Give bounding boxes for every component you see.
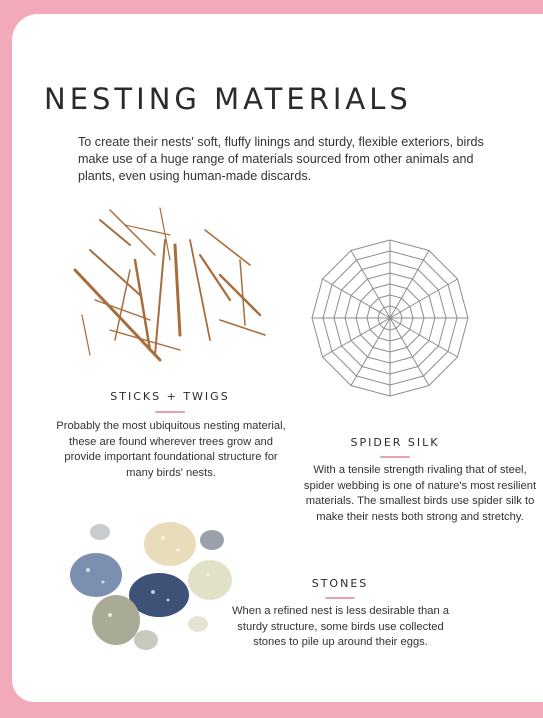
- sticks-heading: STICKS + TWIGS: [110, 390, 230, 403]
- stones-divider: [325, 597, 355, 599]
- sticks-twigs-illustration: [70, 200, 270, 370]
- stones-description: When a refined nest is less desirable than a sturdy structure, some birds use collected stones to pile up around their eggs.: [231, 605, 450, 648]
- silk-divider: [380, 456, 410, 458]
- intro-paragraph: To create their nests' soft, fluffy linings and sturdy, flexible exteriors, birds make use of a huge range of materials sourced from other animals and plants, even using human-made discards.: [78, 135, 484, 183]
- sticks-description: Probably the most ubiquitous nesting material, these are found wherever trees grow and provide important foundational structure for many birds' nests.: [56, 420, 286, 479]
- sticks-divider: [155, 411, 185, 413]
- stones-heading: STONES: [311, 577, 369, 590]
- spider-web-illustration: [305, 238, 475, 408]
- silk-description: With a tensile strength rivaling that of steel, spider webbing is one of nature's most resilient materials. The smallest birds use spider silk to make their nests both strong and stretchy.: [303, 464, 537, 523]
- silk-heading: SPIDER SILK: [350, 436, 440, 449]
- page-title: NESTING MATERIALS: [44, 82, 412, 116]
- stones-illustration: [68, 520, 228, 670]
